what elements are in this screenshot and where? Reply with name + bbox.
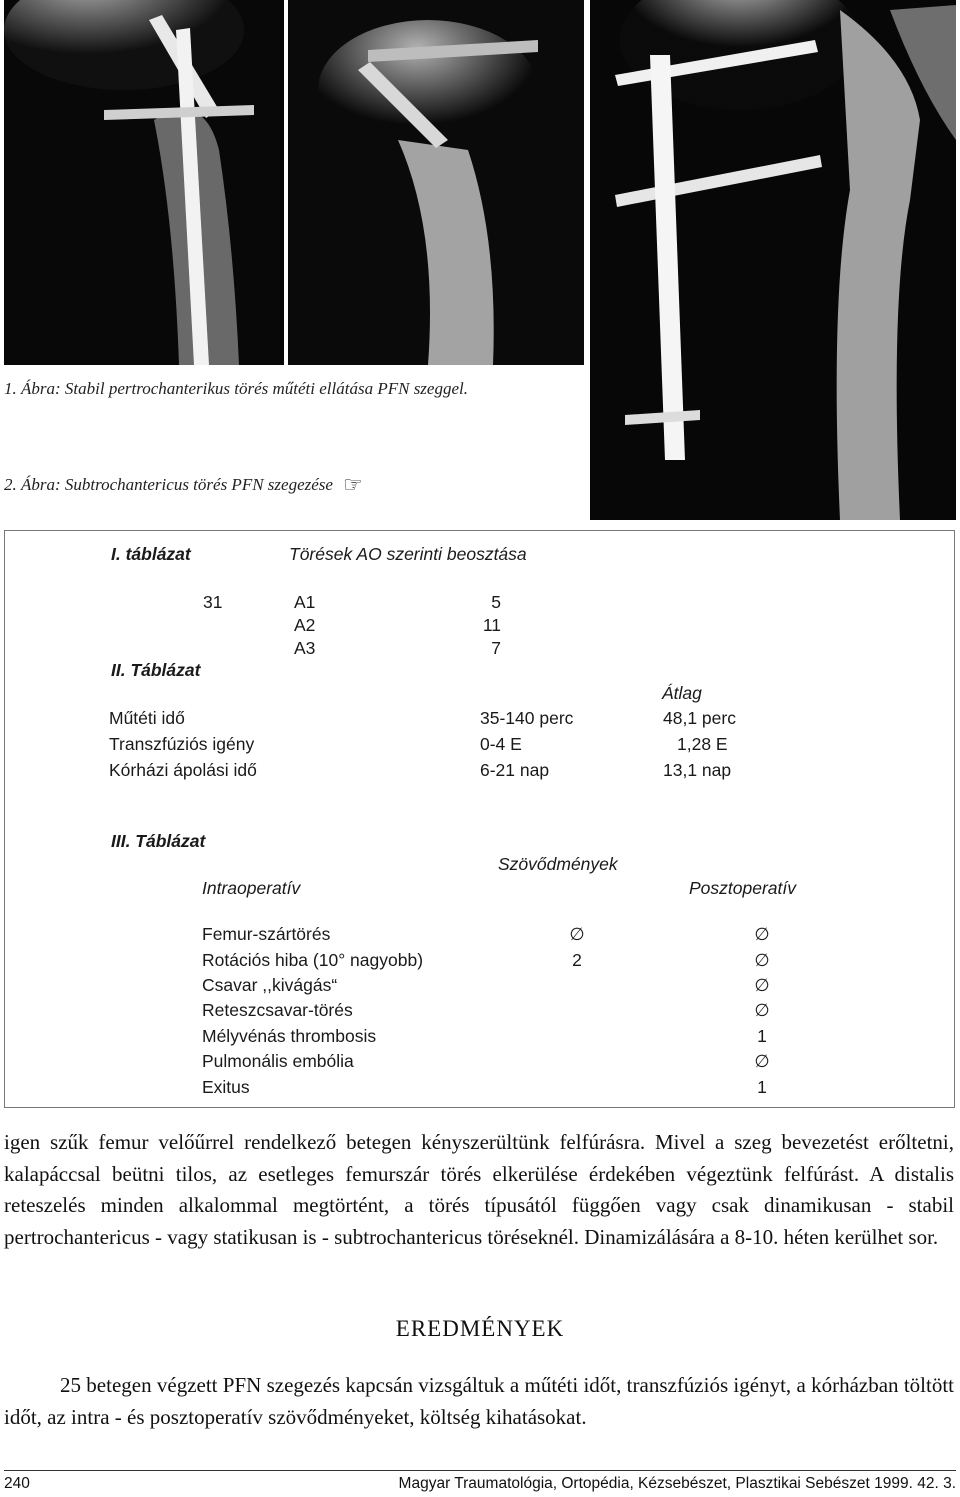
table2-row-avg: 48,1 perc bbox=[663, 708, 736, 728]
table1-type: A1 bbox=[294, 592, 316, 612]
table1-group: 31 bbox=[203, 592, 223, 612]
table1-type: A3 bbox=[294, 638, 316, 658]
section-heading: EREDMÉNYEK bbox=[395, 1316, 565, 1341]
table3-row-name: Pulmonális embólia bbox=[202, 1051, 354, 1071]
table2-row-name: Transzfúziós igény bbox=[109, 734, 255, 754]
pointing-hand-icon: ☞ bbox=[342, 472, 363, 497]
table3-col-intra: Intraoperatív bbox=[202, 878, 301, 898]
table3-row-intra: 2 bbox=[572, 950, 582, 970]
table3-row-post: ∅ bbox=[754, 1051, 770, 1071]
footer-divider bbox=[4, 1470, 956, 1471]
table3-row-name: Reteszcsavar-törés bbox=[202, 1000, 353, 1020]
table3-row-name: Mélyvénás thrombosis bbox=[202, 1026, 377, 1046]
paragraph-methods: igen szűk femur velőűrrel rendelkező betegen kényszerültünk felfúrásra. Mivel a szeg bevezetést erőltetni, kalapáccsal beütni tilos, az esetleges femurszár törés elkerülése érdekében végeztünk felfúrást. A distalis reteszelés minden alkalommal megtörtént, a törés típusától függően vagy csak dinamikusan - stabil pertrochantericus - vagy statikusan is - subtrochantericus töréseknél. Dinamizálására a 8-10. héten kerülhet sor. bbox=[4, 1130, 954, 1249]
figure2-caption-text: 2. Ábra: Subtrochantericus törés PFN szegezése bbox=[4, 475, 333, 494]
table3-row-post: ∅ bbox=[754, 924, 770, 944]
table3-row-post: ∅ bbox=[754, 950, 770, 970]
table3-row-name: Exitus bbox=[202, 1077, 250, 1097]
table1-count: 7 bbox=[491, 638, 501, 658]
xray-image-pfn-nail bbox=[4, 0, 284, 365]
table2-avg-header: Átlag bbox=[662, 683, 702, 703]
xray-image-femur-fracture bbox=[288, 0, 584, 365]
table1-type: A2 bbox=[294, 615, 316, 635]
table2-row-range: 0-4 E bbox=[480, 734, 522, 754]
tables-box bbox=[4, 530, 955, 1108]
table2-row-name: Műtéti idő bbox=[109, 708, 185, 728]
table3-row-name: Rotációs hiba (10° nagyobb) bbox=[202, 950, 424, 970]
table2-row-name: Kórházi ápolási idő bbox=[109, 760, 257, 780]
table2-row-avg: 1,28 E bbox=[677, 734, 728, 754]
table1-label: I. táblázat bbox=[111, 544, 191, 564]
table3-label: III. Táblázat bbox=[111, 831, 206, 851]
table3-row-post: 1 bbox=[757, 1026, 767, 1046]
figure2-caption bbox=[4, 472, 363, 498]
table3-row-post: ∅ bbox=[754, 975, 770, 995]
table3-row-post: ∅ bbox=[754, 1000, 770, 1020]
xray-image-subtrochanteric-nail bbox=[590, 0, 956, 520]
table2-label: II. Táblázat bbox=[111, 660, 201, 680]
table1-count: 11 bbox=[482, 615, 501, 635]
table3-row-name: Femur-szártörés bbox=[202, 924, 331, 944]
table3-row-post: 1 bbox=[757, 1077, 767, 1097]
figure1-caption: 1. Ábra: Stabil pertrochanterikus törés műtéti ellátása PFN szeggel. bbox=[4, 379, 468, 398]
table3-group-header: Szövődmények bbox=[498, 854, 618, 874]
table3-row-name: Csavar ,,kivágás“ bbox=[202, 975, 338, 995]
table2-row-avg: 13,1 nap bbox=[663, 760, 732, 780]
table3-col-post: Posztoperatív bbox=[689, 878, 796, 898]
journal-citation: Magyar Traumatológia, Ortopédia, Kézsebészet, Plasztikai Sebészet 1999. 42. 3. bbox=[398, 1475, 956, 1492]
table2-row-range: 6-21 nap bbox=[480, 760, 550, 780]
table1-title: Törések AO szerinti beosztása bbox=[289, 544, 527, 564]
page-number: 240 bbox=[4, 1475, 30, 1492]
table3-row-intra: ∅ bbox=[569, 924, 585, 944]
table2-row-range: 35-140 perc bbox=[480, 708, 574, 728]
table1-count: 5 bbox=[491, 592, 501, 612]
paragraph-results: 25 betegen végzett PFN szegezés kapcsán vizsgáltuk a műtéti időt, transzfúziós igényt, a kórházban töltött időt, az intra - és posztoperatív szövődményeket, költség kihatásokat. bbox=[4, 1373, 954, 1429]
